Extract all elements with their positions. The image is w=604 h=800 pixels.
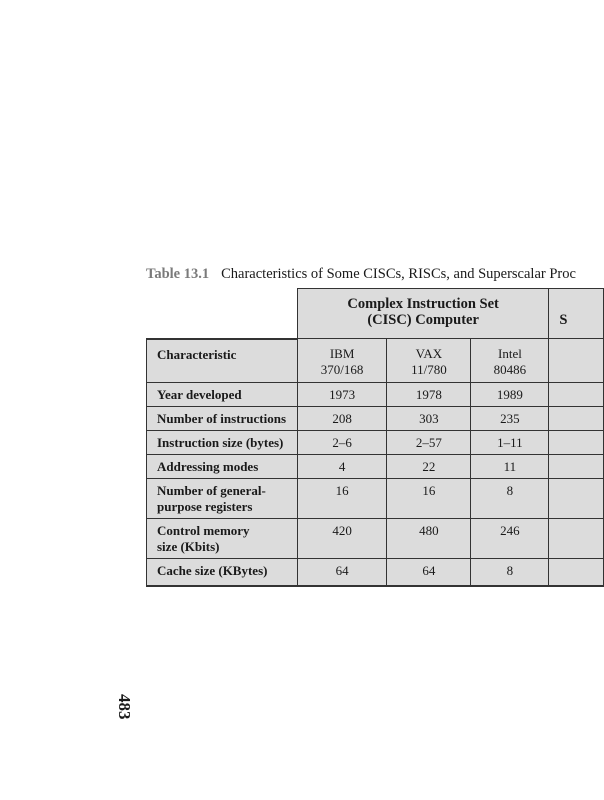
group-header-row bbox=[147, 289, 604, 339]
cisc-risc-table bbox=[146, 288, 604, 587]
table-row: Year developed 1973 1978 1989 bbox=[147, 383, 604, 407]
table-row: Instruction size (bytes) 2–6 2–57 1–11 bbox=[147, 431, 604, 455]
column-header-ibm: IBM 370/168 bbox=[297, 339, 387, 383]
table-row: Number of general- purpose registers 16 16 8 bbox=[147, 479, 604, 519]
table-row: Control memory size (Kbits) 420 480 246 bbox=[147, 519, 604, 559]
column-header-row bbox=[147, 339, 604, 383]
column-header-cutoff bbox=[549, 339, 604, 383]
next-group-header: S bbox=[549, 289, 604, 339]
column-header-intel: Intel 80486 bbox=[471, 339, 549, 383]
page-number: 483 bbox=[115, 694, 134, 720]
table-row: Addressing modes 4 22 11 bbox=[147, 455, 604, 479]
table-row: Number of instructions 208 303 235 bbox=[147, 407, 604, 431]
empty-corner-cell bbox=[147, 289, 298, 339]
column-header-vax: VAX 11/780 bbox=[387, 339, 471, 383]
table-title: Characteristics of Some CISCs, RISCs, and Superscalar Proc bbox=[221, 266, 576, 282]
table-number: Table 13.1 bbox=[146, 266, 210, 282]
table-caption bbox=[146, 266, 576, 283]
header-characteristic: Characteristic bbox=[147, 339, 298, 383]
table-row: Cache size (KBytes) 64 64 8 bbox=[147, 559, 604, 586]
cisc-group-header: Complex Instruction Set (CISC) Computer bbox=[297, 289, 549, 339]
